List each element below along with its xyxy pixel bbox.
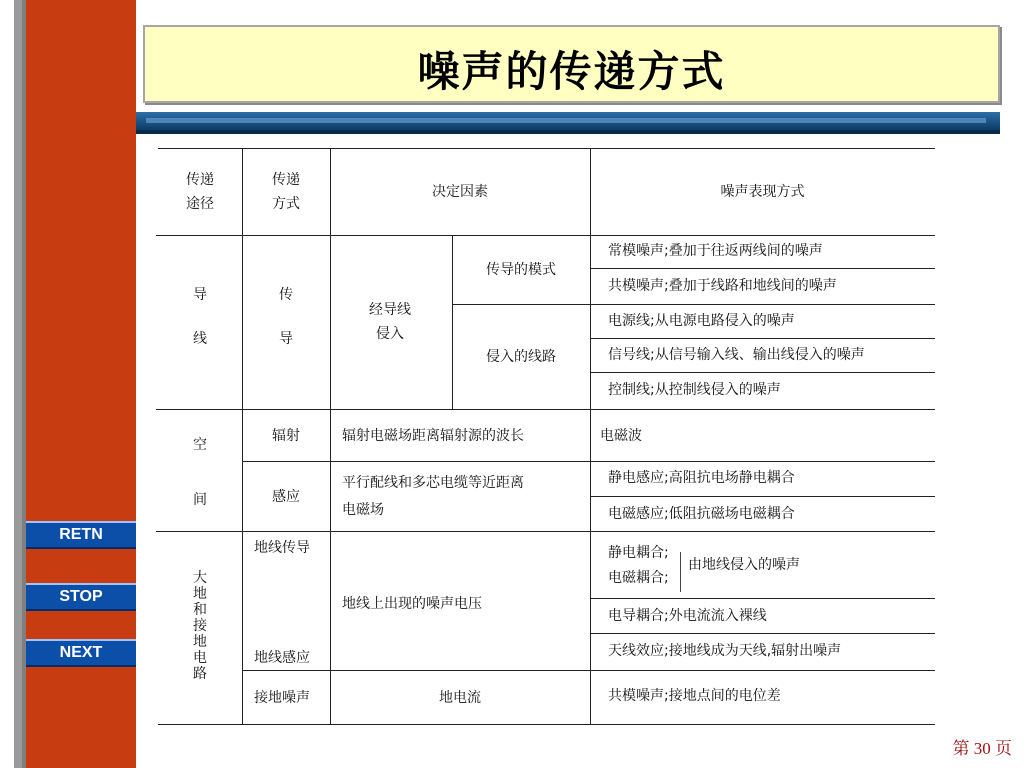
header-path: 传递 途径: [186, 172, 214, 212]
header-factor: 决定因素: [432, 184, 488, 200]
wire-form-2: 电源线;从电源电路侵入的噪声: [608, 313, 795, 329]
space-path-top: 空: [193, 437, 207, 453]
table-line: [242, 461, 935, 462]
table-line: [590, 496, 935, 497]
header-mode: 传递 方式: [272, 172, 300, 212]
ground-form-1c: 由地线侵入的噪声: [688, 557, 800, 573]
ground-mode-2: 地线感应: [254, 650, 310, 666]
wire-conduction-mode: 传导的模式: [486, 262, 556, 278]
table-line: [452, 304, 935, 305]
wire-form-0: 常模噪声;叠加于往返两线间的噪声: [608, 243, 823, 259]
ground-mode-1: 地线传导: [254, 540, 310, 556]
stop-button[interactable]: STOP: [26, 583, 136, 611]
table-line: [156, 409, 935, 410]
table-line: [590, 633, 935, 634]
ground-form-2: 电导耦合;外电流流入裸线: [608, 608, 767, 624]
table-line: [158, 724, 935, 725]
induction-form-2: 电磁感应;低阻抗磁场电磁耦合: [608, 506, 795, 522]
ground-form-1a: 静电耦合;: [608, 545, 669, 561]
table-line: [158, 148, 935, 149]
induction-form-1: 静电感应;高阻抗电场静电耦合: [608, 470, 795, 486]
wire-intrusion-line: 侵入的线路: [486, 349, 556, 365]
header-form: 噪声表现方式: [720, 184, 805, 200]
induction-factor-1: 平行配线和多芯电缆等近距离: [342, 475, 524, 491]
wire-form-3: 信号线;从信号输入线、输出线侵入的噪声: [608, 347, 865, 363]
table-line: [156, 235, 935, 236]
ground-form-1b: 电磁耦合;: [608, 570, 669, 586]
page-title: 噪声的传递方式: [417, 47, 726, 96]
radiation-mode: 辐射: [272, 428, 300, 444]
wire-factor: 经导线 侵入: [369, 302, 411, 342]
table-line: [590, 338, 935, 339]
induction-factor-2: 电磁场: [342, 502, 384, 518]
wire-form-1: 共模噪声;叠加于线路和地线间的噪声: [608, 278, 837, 294]
induction-mode: 感应: [272, 489, 300, 505]
page-number: 第 30 页: [952, 739, 1012, 758]
radiation-form: 电磁波: [600, 428, 642, 444]
table-line: [590, 268, 935, 269]
ground-form-4: 共模噪声;接地点间的电位差: [608, 688, 781, 704]
radiation-factor: 辐射电磁场距离辐射源的波长: [342, 428, 524, 444]
table-line: [156, 531, 935, 532]
wire-mode: 传 导: [279, 287, 293, 347]
retn-button[interactable]: RETN: [26, 521, 136, 549]
wire-path: 导 线: [193, 287, 207, 347]
title-box: [143, 25, 1000, 103]
title-underline-bar: [136, 112, 1000, 134]
brace-line: [680, 552, 681, 592]
wire-form-4: 控制线;从控制线侵入的噪声: [608, 382, 781, 398]
bar-highlight: [146, 118, 986, 123]
ground-form-3: 天线效应;接地线成为天线,辐射出噪声: [608, 643, 842, 659]
space-path-bottom: 间: [193, 492, 207, 508]
table-line: [242, 670, 935, 671]
noise-transmission-table: [150, 140, 940, 730]
ground-path: 大地和接地电路: [193, 570, 207, 682]
ground-factor-1: 地线上出现的噪声电压: [342, 596, 482, 612]
table-line: [330, 148, 331, 724]
table-line: [590, 372, 935, 373]
ground-mode-3: 接地噪声: [254, 690, 310, 706]
table-line: [590, 148, 591, 724]
next-button[interactable]: NEXT: [26, 639, 136, 667]
ground-factor-2: 地电流: [439, 690, 481, 706]
table-line: [590, 598, 935, 599]
